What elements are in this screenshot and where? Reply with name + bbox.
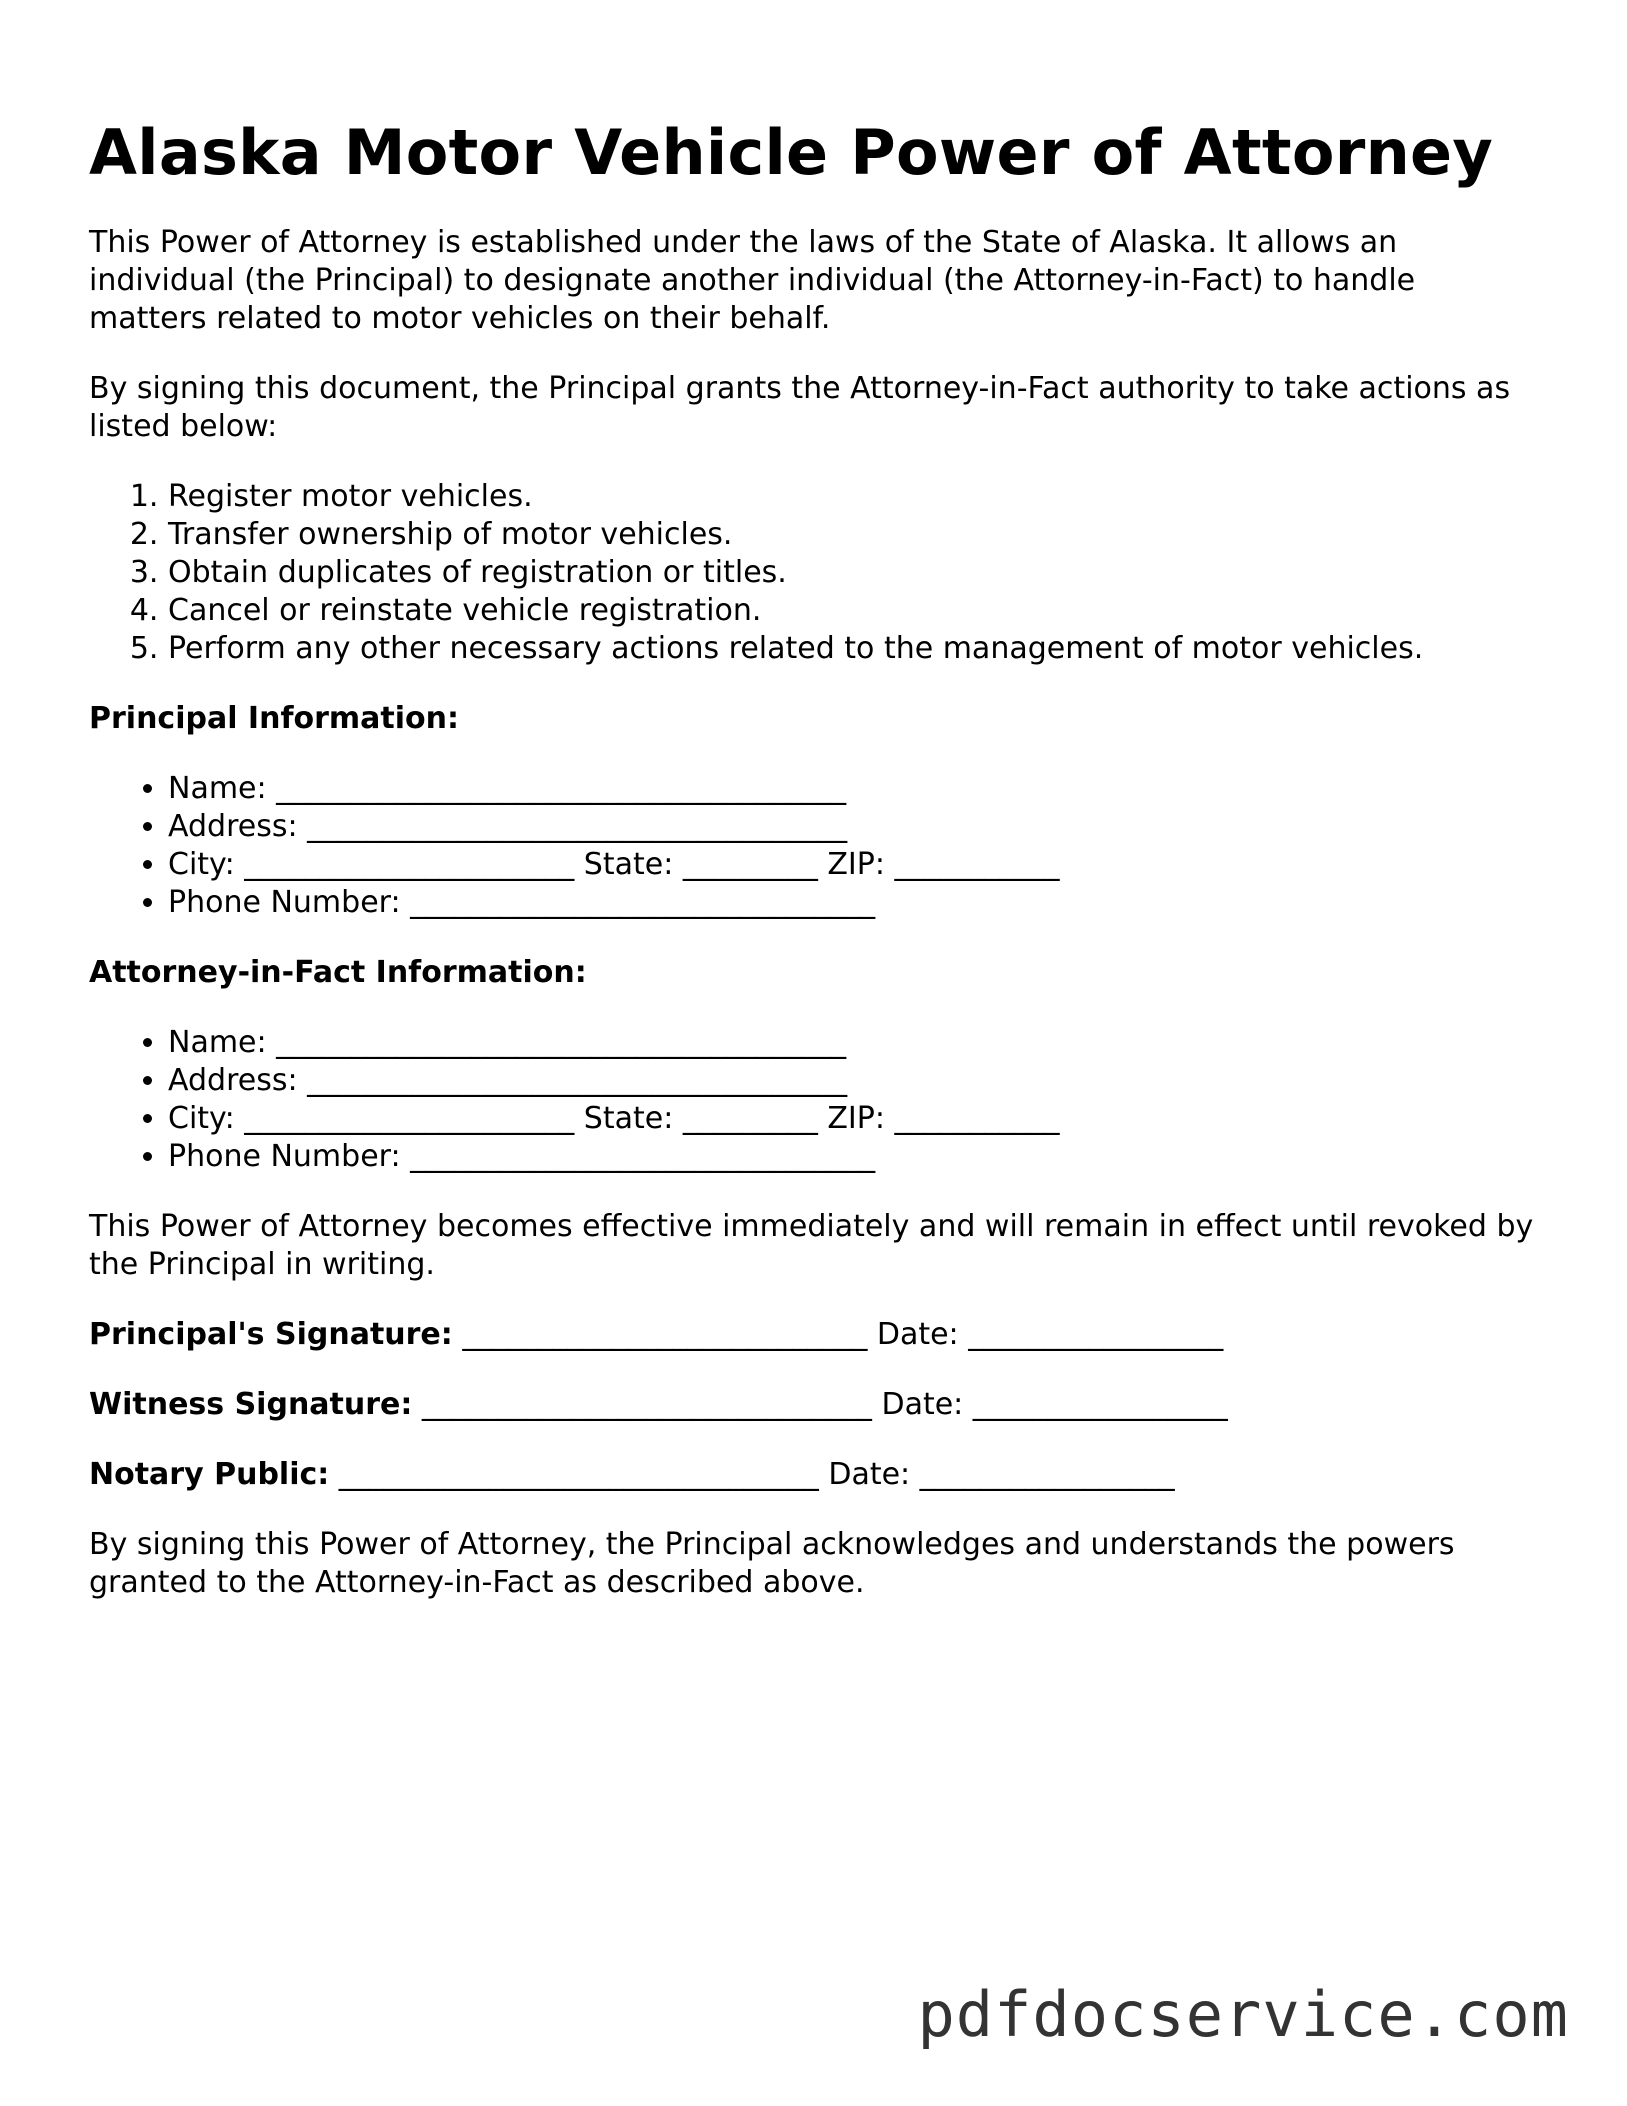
watermark-text: pdfdocservice.com <box>917 1978 1569 2051</box>
principal-city-state-zip-field[interactable]: • City: ______________________ State: _________ ZIP: ___________ <box>168 846 1539 884</box>
principal-address-field[interactable]: • Address: ____________________________________ <box>168 808 1539 846</box>
action-item: 4. Cancel or reinstate vehicle registration. <box>168 592 1539 630</box>
actions-list <box>89 478 1539 668</box>
attorney-city-state-zip-field[interactable]: • City: ______________________ State: _________ ZIP: ___________ <box>168 1100 1539 1138</box>
document-title: Alaska Motor Vehicle Power of Attorney <box>89 116 1494 189</box>
principal-name-field[interactable]: • Name: ______________________________________ <box>168 770 1539 808</box>
principal-signature-blank[interactable]: ___________________________ Date: _________________ <box>452 1317 1224 1352</box>
closing-paragraph: By signing this Power of Attorney, the Principal acknowledges and understands the powers granted to the Attorney-in-Fact as described above. <box>89 1527 1455 1600</box>
action-item: 3. Obtain duplicates of registration or titles. <box>168 554 1539 592</box>
principal-info-heading: Principal Information: <box>89 701 460 736</box>
notary-signature-line[interactable] <box>89 1456 1539 1494</box>
notary-signature-blank[interactable]: ________________________________ Date: _________________ <box>329 1457 1175 1492</box>
attorney-name-field[interactable]: • Name: ______________________________________ <box>168 1024 1539 1062</box>
action-item: 1. Register motor vehicles. <box>168 478 1539 516</box>
witness-signature-label: Witness Signature: <box>89 1387 413 1422</box>
principal-signature-label: Principal's Signature: <box>89 1317 453 1352</box>
principal-signature-line[interactable] <box>89 1316 1539 1354</box>
attorney-address-field[interactable]: • Address: ____________________________________ <box>168 1062 1539 1100</box>
witness-signature-blank[interactable]: ______________________________ Date: _________________ <box>412 1387 1228 1422</box>
witness-signature-line[interactable] <box>89 1386 1539 1424</box>
attorney-phone-field[interactable]: • Phone Number: _______________________________ <box>168 1138 1539 1176</box>
action-item: 2. Transfer ownership of motor vehicles. <box>168 516 1539 554</box>
notary-signature-label: Notary Public: <box>89 1457 330 1492</box>
intro-paragraph: This Power of Attorney is established under the laws of the State of Alaska. It allows an individual (the Principal) to designate another individual (the Attorney-in-Fact) to handle matters related to motor vehicles on their behalf. <box>89 225 1416 336</box>
action-item: 5. Perform any other necessary actions related to the management of motor vehicles. <box>168 630 1539 668</box>
document-page <box>89 108 1539 1634</box>
attorney-info-list <box>89 1024 1539 1176</box>
principal-info-list <box>89 770 1539 922</box>
effective-paragraph: This Power of Attorney becomes effective immediately and will remain in effect until revoked by the Principal in writing. <box>89 1209 1534 1282</box>
grant-paragraph: By signing this document, the Principal grants the Attorney-in-Fact authority to take actions as listed below: <box>89 371 1511 444</box>
principal-phone-field[interactable]: • Phone Number: _______________________________ <box>168 884 1539 922</box>
attorney-info-heading: Attorney-in-Fact Information: <box>89 955 587 990</box>
